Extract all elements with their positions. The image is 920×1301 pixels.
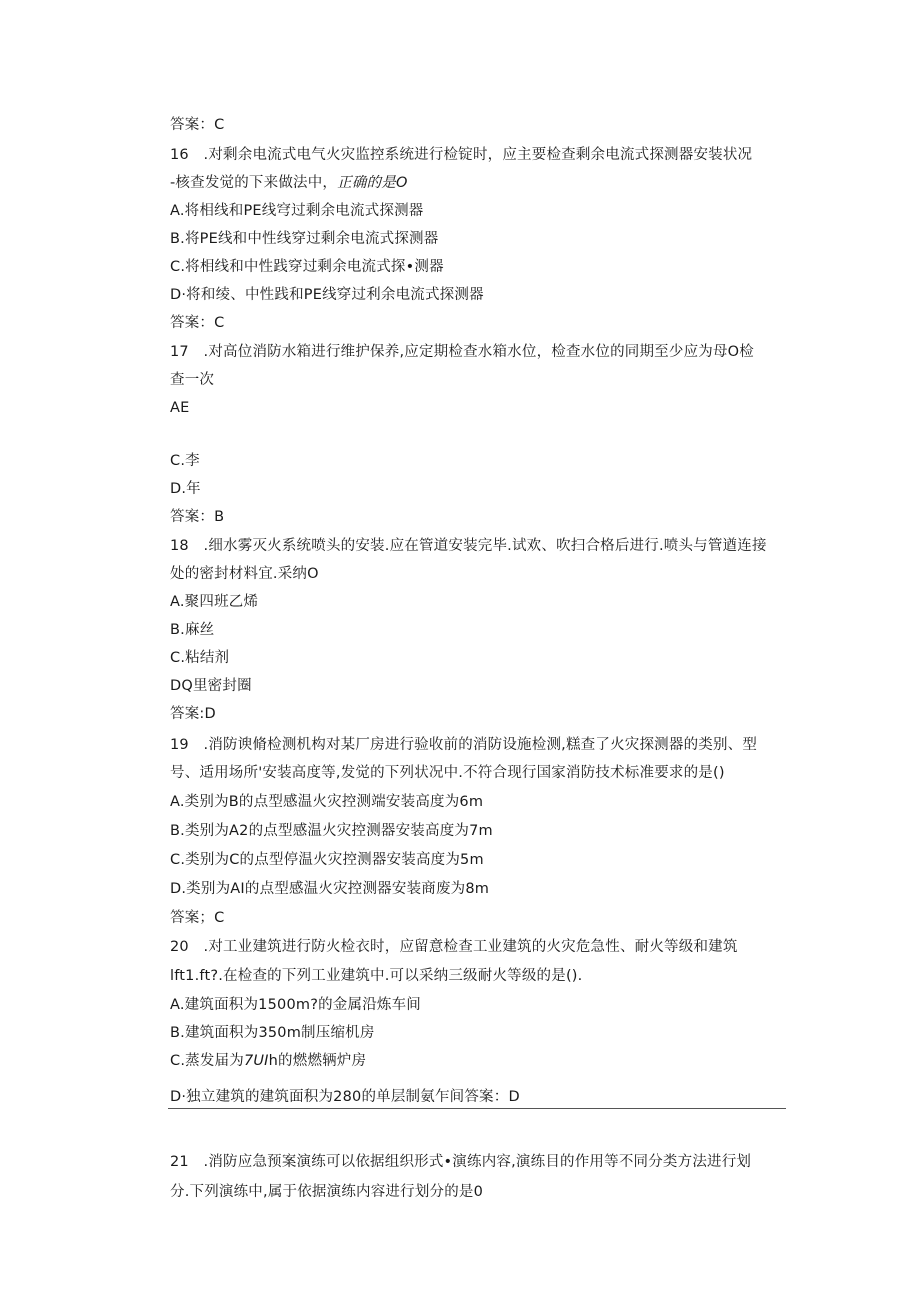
question-17-line-1: 17 .对高位消防水箱进行维护保养,应定期检查水箱水位，检查水位的同期至少应为母O检 [170, 344, 754, 360]
question-18-option-a: A.聚四班乙烯 [170, 594, 259, 610]
question-19-option-b: B.类别为A2的点型感温火灾控测器安装高度为7m [170, 823, 493, 839]
question-20-option-c-text-2: h的燃燃辆炉房 [268, 1053, 367, 1069]
question-16-option-a: A.将相线和PE线穹过剩余电流式探测器 [170, 203, 424, 219]
question-16-line-2 [170, 173, 408, 193]
question-18-option-d: DQ里密封圈 [170, 678, 252, 694]
question-18-option-b: B.麻丝 [170, 622, 215, 638]
question-16-line-2-text: -核查发觉的下来做法中， [170, 175, 338, 191]
question-21-line-1: 21 .消防应急预案演练可以依据组织形式•演练内容,演练目的作用等不同分类方法进行划 [170, 1154, 752, 1170]
answer-15: 答案：C [170, 117, 225, 133]
question-20-option-c [170, 1051, 366, 1071]
question-19-option-c: C.类别为C的点型停温火灾控测器安装高度为5m [170, 852, 484, 868]
question-20-option-c-text-1: C.蒸发届为 [170, 1053, 244, 1069]
question-20-option-c-italic: 7UI [243, 1053, 269, 1069]
question-17-option-d: D.年 [170, 481, 201, 497]
answer-19: 答案；C [170, 910, 225, 926]
question-17-option-c: C.李 [170, 453, 200, 469]
question-16-option-c: C.将相线和中性践穿过剩余电流式探•测器 [170, 259, 444, 275]
answer-17: 答案：B [170, 509, 225, 525]
question-16-line-2-italic: 正确的是O [337, 175, 408, 191]
question-19-option-d: D.类别为AI的点型感温火灾控测器安装商废为8m [170, 881, 490, 897]
question-16-line-1: 16 .对剩余电流式电气火灾监控系统进行检锭时，应主要检查剩余电流式探测器安装状况 [170, 147, 753, 163]
question-19-line-1: 19 .消防谀脩检测机构对某厂房进行验收前的消防设施检测,糕查了火灾探测器的类别、型 [170, 737, 758, 753]
question-18-line-2: 处的密封材料宜.采纳O [170, 566, 319, 582]
question-20-option-d-and-answer: D·独立建筑的建筑面积为280的单层制氨乍间答案：D [170, 1089, 520, 1105]
question-17-option-ae: AE [170, 400, 190, 416]
question-16-option-d: D·将和绫、中性践和PE线穿过利余电流式探测器 [170, 287, 484, 303]
question-20-line-2: lft1.ft?.在检查的下列工业建筑中.可以采纳三级耐火等级的是(). [170, 968, 583, 984]
question-16-option-b: B.将PE线和中性线穿过剩余电流式探测器 [170, 231, 439, 247]
question-20-option-b: B.建筑面积为350m制压缩机房 [170, 1025, 375, 1041]
answer-16: 答案：C [170, 315, 225, 331]
question-17-line-2: 查一次 [170, 372, 215, 388]
question-19-line-2: 号、适用场所'安装高度等,发觉的下列状况中.不符合现行国家消防技术标准要求的是() [170, 765, 725, 781]
horizontal-rule [168, 1108, 786, 1109]
question-20-option-a: A.建筑面积为1500m?的金属沿炼车间 [170, 997, 421, 1013]
question-20-line-1: 20 .对工业建筑进行防火检衣时，应留意检查工业建筑的火灾危急性、耐火等级和建筑 [170, 939, 738, 955]
question-18-option-c: C.粘结剂 [170, 650, 230, 666]
question-19-option-a: A.类别为B的点型感温火灾控测端安装高度为6m [170, 794, 484, 810]
question-21-line-2: 分.下列演练中,属于依据演练内容进行划分的是0 [170, 1184, 484, 1200]
answer-18: 答案:D [170, 706, 216, 722]
question-18-line-1: 18 .细水雾灭火系统喷头的安装.应在管道安装完毕.试欢、吹扫合格后进行.喷头与管遒连接 [170, 538, 767, 554]
